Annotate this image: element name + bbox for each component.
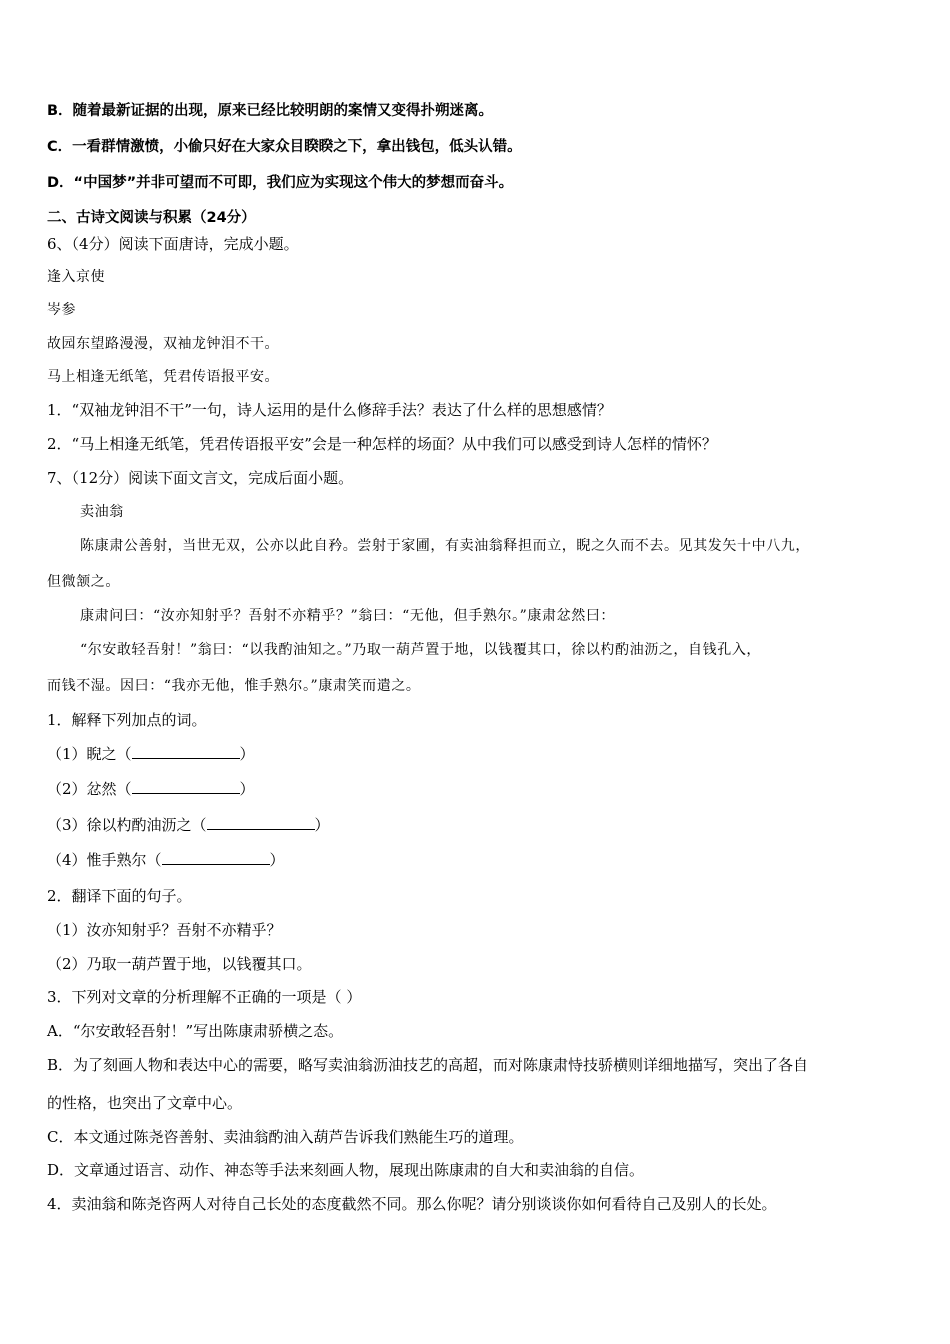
q6-intro: 6、（4分）阅读下面唐诗，完成小题。 bbox=[47, 235, 299, 253]
word-item-3-post: ） bbox=[314, 816, 330, 834]
word-item-3-pre: （3）徐以杓酌油沥之（ bbox=[47, 816, 207, 834]
answer-blank-2[interactable] bbox=[132, 779, 240, 794]
answer-blank-1[interactable] bbox=[132, 744, 240, 759]
word-item-2-pre: （2）忿然（ bbox=[47, 780, 132, 798]
q7-s3-b1: B．为了刻画人物和表达中心的需要，略写卖油翁沥油技艺的高超，而对陈康肃恃技骄横则详细地描写，突出了各自 bbox=[47, 1056, 809, 1074]
para3-b: 而钱不湿。因曰：“我亦无他，惟手熟尔。”康肃笑而遣之。 bbox=[47, 678, 421, 694]
para2: 康肃问曰：“汝亦知射乎？吾射不亦精乎？”翁曰：“无他，但手熟尔。”康肃忿然曰： bbox=[80, 608, 616, 624]
option-d: D．“中国梦”并非可望而不可即，我们应为实现这个伟大的梦想而奋斗。 bbox=[47, 175, 514, 191]
word-item-4-pre: （4）惟手熟尔（ bbox=[47, 851, 162, 869]
answer-blank-4[interactable] bbox=[162, 850, 270, 865]
q7-s3-c: C．本文通过陈尧咨善射、卖油翁酌油入葫芦告诉我们熟能生巧的道理。 bbox=[47, 1128, 524, 1146]
option-b: B．随着最新证据的出现，原来已经比较明朗的案情又变得扑朔迷离。 bbox=[47, 103, 494, 119]
word-item-1 bbox=[47, 744, 255, 764]
text-title: 卖油翁 bbox=[80, 504, 124, 520]
q7-s2-1: （1）汝亦知射乎？吾射不亦精乎？ bbox=[47, 921, 282, 939]
poem-line-1: 故园东望路漫漫，双袖龙钟泪不干。 bbox=[47, 336, 279, 352]
q7-s1: 1．解释下列加点的词。 bbox=[47, 711, 207, 729]
word-item-1-pre: （1）睨之（ bbox=[47, 745, 132, 763]
para3-a: “尔安敢轻吾射！”翁曰：“以我酌油知之。”乃取一葫芦置于地，以钱覆其口，徐以杓酌油沥之，自钱孔入， bbox=[80, 642, 762, 658]
word-item-2 bbox=[47, 779, 255, 799]
option-c: C．一看群情激愤，小偷只好在大家众目睽睽之下，拿出钱包，低头认错。 bbox=[47, 139, 522, 155]
word-item-4 bbox=[47, 850, 285, 870]
word-item-3 bbox=[47, 815, 330, 835]
word-item-1-post: ） bbox=[239, 745, 255, 763]
word-item-2-post: ） bbox=[239, 780, 255, 798]
q7-intro: 7、（12分）阅读下面文言文，完成后面小题。 bbox=[47, 469, 354, 487]
q6-sub2: 2．“马上相逢无纸笔，凭君传语报平安”会是一种怎样的场面？从中我们可以感受到诗人怎样的情怀？ bbox=[47, 435, 717, 453]
poem-author: 岑参 bbox=[47, 302, 76, 318]
poem-line-2: 马上相逢无纸笔，凭君传语报平安。 bbox=[47, 369, 279, 385]
q7-s3-a: A．“尔安敢轻吾射！”写出陈康肃骄横之态。 bbox=[47, 1022, 344, 1040]
para1-a: 陈康肃公善射，当世无双，公亦以此自矜。尝射于家圃，有卖油翁释担而立，睨之久而不去。见其发矢十中八九， bbox=[80, 538, 810, 554]
q6-sub1: 1．“双袖龙钟泪不干”一句，诗人运用的是什么修辞手法？表达了什么样的思想感情？ bbox=[47, 401, 612, 419]
section2-heading: 二、古诗文阅读与积累（24分） bbox=[47, 210, 256, 226]
poem-title: 逢入京使 bbox=[47, 269, 105, 285]
q7-s2: 2．翻译下面的句子。 bbox=[47, 887, 192, 905]
q7-s4: 4．卖油翁和陈尧咨两人对待自己长处的态度截然不同。那么你呢？请分别谈谈你如何看待自己及别人的长处。 bbox=[47, 1195, 777, 1213]
word-item-4-post: ） bbox=[269, 851, 285, 869]
q7-s3-b2: 的性格，也突出了文章中心。 bbox=[47, 1094, 243, 1112]
answer-blank-3[interactable] bbox=[207, 815, 315, 830]
q7-s2-2: （2）乃取一葫芦置于地，以钱覆其口。 bbox=[47, 955, 312, 973]
q7-s3-d: D．文章通过语言、动作、神态等手法来刻画人物，展现出陈康肃的自大和卖油翁的自信。 bbox=[47, 1161, 645, 1179]
para1-b: 但微颔之。 bbox=[47, 574, 120, 590]
q7-s3: 3．下列对文章的分析理解不正确的一项是（ ） bbox=[47, 988, 362, 1006]
